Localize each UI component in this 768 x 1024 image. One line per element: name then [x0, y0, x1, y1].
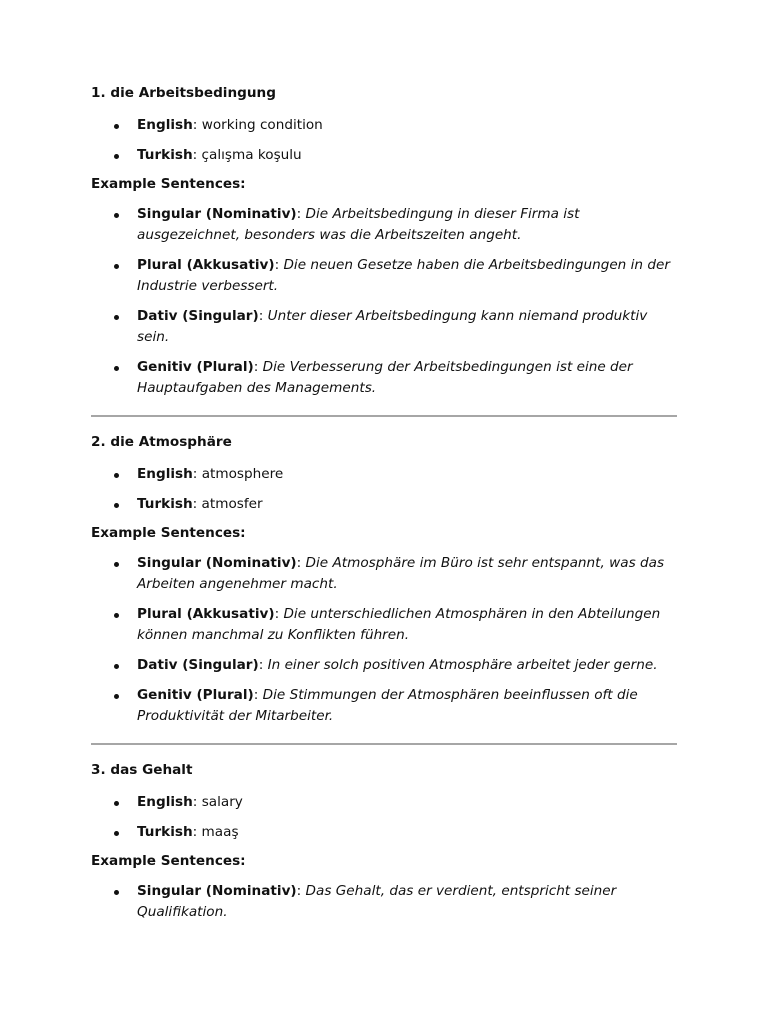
bullet-icon: [114, 264, 119, 269]
translation-turkish: Turkish: atmosfer: [91, 494, 677, 515]
example-sentence: Die Atmosphäre im Büro ist sehr entspannt, was das Arbeiten angenehmer macht.: [137, 555, 665, 592]
example-item: Genitiv (Plural): Die Verbesserung der Arbeitsbedingungen ist eine der Hauptaufgaben des Managements.: [91, 357, 677, 399]
bullet-icon: [114, 315, 119, 320]
translation-label: Turkish: [137, 824, 193, 840]
vocab-entry: [91, 761, 677, 923]
translation-label: Turkish: [137, 147, 193, 163]
example-list: [91, 553, 677, 727]
bullet-icon: [114, 473, 119, 478]
bullet-icon: [114, 503, 119, 508]
example-sentence: In einer solch positiven Atmosphäre arbeitet jeder gerne.: [267, 657, 658, 673]
example-label: Dativ (Singular): [137, 308, 259, 324]
examples-heading: Example Sentences:: [91, 853, 246, 869]
example-label: Plural (Akkusativ): [137, 257, 275, 273]
example-label: Genitiv (Plural): [137, 359, 254, 375]
vocab-entry: [91, 433, 677, 727]
example-sentence: Die neuen Gesetze haben die Arbeitsbedingungen in der Industrie verbessert.: [137, 257, 670, 294]
examples-heading: Example Sentences:: [91, 525, 246, 541]
bullet-icon: [114, 664, 119, 669]
bullet-icon: [114, 890, 119, 895]
translation-list: [91, 464, 677, 515]
example-item: Plural (Akkusativ): Die neuen Gesetze haben die Arbeitsbedingungen in der Industrie verbessert.: [91, 255, 677, 297]
translation-value: salary: [201, 794, 243, 810]
translation-value: çalışma koşulu: [201, 147, 302, 163]
example-item: Genitiv (Plural): Die Stimmungen der Atmosphären beeinflussen oft die Produktivität der Mitarbeiter.: [91, 685, 677, 727]
example-label: Dativ (Singular): [137, 657, 259, 673]
entry-title: 3. das Gehalt: [91, 762, 193, 778]
vocab-entry: [91, 84, 677, 399]
section-divider: [91, 415, 677, 417]
translation-turkish: Turkish: çalışma koşulu: [91, 145, 677, 166]
entry-title: 1. die Arbeitsbedingung: [91, 85, 276, 101]
translation-value: working condition: [201, 117, 323, 133]
translation-label: English: [137, 794, 193, 810]
example-item: Singular (Nominativ): Die Atmosphäre im Büro ist sehr entspannt, was das Arbeiten angenehmer macht.: [91, 553, 677, 595]
translation-value: atmosfer: [201, 496, 263, 512]
example-label: Singular (Nominativ): [137, 883, 297, 899]
translation-value: maaş: [201, 824, 239, 840]
translation-label: English: [137, 466, 193, 482]
translation-value: atmosphere: [201, 466, 284, 482]
example-label: Plural (Akkusativ): [137, 606, 275, 622]
bullet-icon: [114, 613, 119, 618]
translation-turkish: Turkish: maaş: [91, 822, 677, 843]
example-label: Singular (Nominativ): [137, 206, 297, 222]
examples-heading: Example Sentences:: [91, 176, 246, 192]
example-item: Plural (Akkusativ): Die unterschiedlichen Atmosphären in den Abteilungen können manchmal zu Konflikten führen.: [91, 604, 677, 646]
example-item: Singular (Nominativ): Die Arbeitsbedingung in dieser Firma ist ausgezeichnet, besonders was die Arbeitszeiten angeht.: [91, 204, 677, 246]
example-label: Genitiv (Plural): [137, 687, 254, 703]
bullet-icon: [114, 366, 119, 371]
example-sentence: Die Arbeitsbedingung in dieser Firma ist ausgezeichnet, besonders was die Arbeitszeiten angeht.: [137, 206, 580, 243]
bullet-icon: [114, 562, 119, 567]
example-label: Singular (Nominativ): [137, 555, 297, 571]
example-sentence: Die Stimmungen der Atmosphären beeinflussen oft die Produktivität der Mitarbeiter.: [137, 687, 638, 724]
example-item: Dativ (Singular): In einer solch positiven Atmosphäre arbeitet jeder gerne.: [91, 655, 677, 676]
example-sentence: Unter dieser Arbeitsbedingung kann niemand produktiv sein.: [137, 308, 648, 345]
bullet-icon: [114, 831, 119, 836]
bullet-icon: [114, 124, 119, 129]
example-sentence: Das Gehalt, das er verdient, entspricht seiner Qualifikation.: [137, 883, 617, 920]
example-list: [91, 881, 677, 923]
example-sentence: Die Verbesserung der Arbeitsbedingungen ist eine der Hauptaufgaben des Managements.: [137, 359, 633, 396]
translation-english: English: working condition: [91, 115, 677, 136]
bullet-icon: [114, 694, 119, 699]
bullet-icon: [114, 213, 119, 218]
translation-english: English: atmosphere: [91, 464, 677, 485]
translation-label: Turkish: [137, 496, 193, 512]
example-sentence: Die unterschiedlichen Atmosphären in den Abteilungen können manchmal zu Konflikten führen.: [137, 606, 661, 643]
example-item: Singular (Nominativ): Das Gehalt, das er verdient, entspricht seiner Qualifikation.: [91, 881, 677, 923]
section-divider: [91, 743, 677, 745]
example-list: [91, 204, 677, 399]
example-item: Dativ (Singular): Unter dieser Arbeitsbedingung kann niemand produktiv sein.: [91, 306, 677, 348]
translation-english: English: salary: [91, 792, 677, 813]
bullet-icon: [114, 801, 119, 806]
translation-label: English: [137, 117, 193, 133]
translation-list: [91, 115, 677, 166]
translation-list: [91, 792, 677, 843]
bullet-icon: [114, 154, 119, 159]
entry-title: 2. die Atmosphäre: [91, 434, 232, 450]
